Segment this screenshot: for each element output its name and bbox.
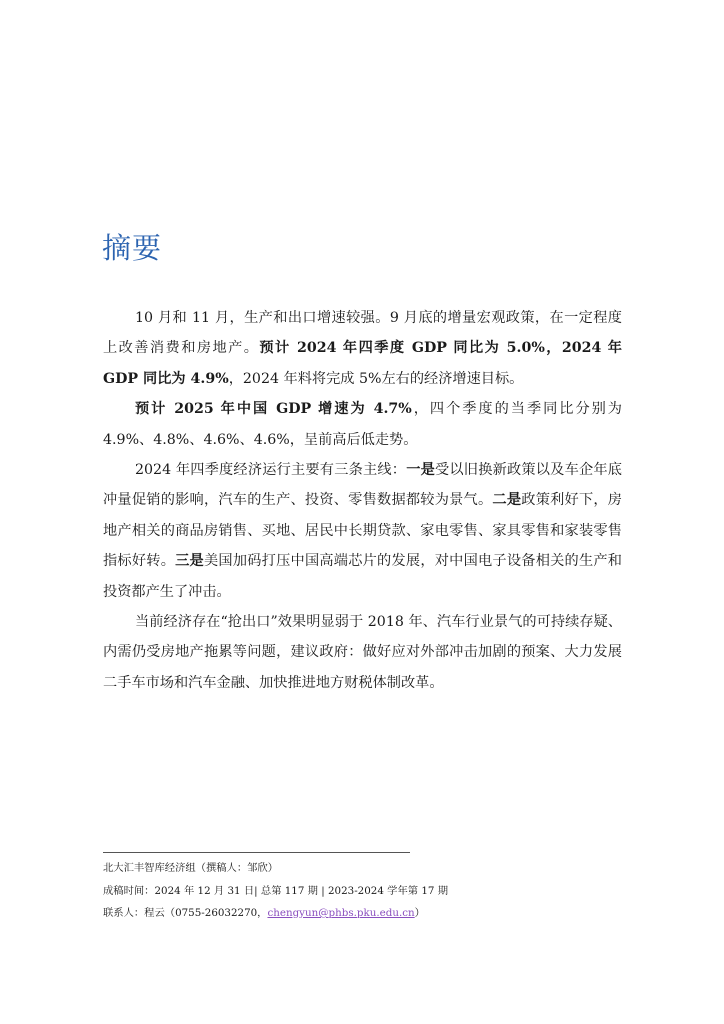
paragraph-2 — [103, 394, 622, 455]
paragraph-4: 当前经济存在“抢出口”效果明显弱于 2018 年、汽车行业景气的可持续存疑、内需仍受房地产拖累等问题，建议政府：做好应对外部冲击加剧的预案、大力发展二手车市场和汽车金融、加快推进地方财税体制改革。 — [103, 614, 622, 691]
footer-divider — [103, 852, 410, 853]
paragraph-3-intro: 2024 年四季度经济运行主要有三条主线： — [135, 462, 407, 479]
paragraph-3-first-text: 受以旧换新政策以及车企年底冲量促销的影响，汽车的生产、投资、零售数据都较为景气。 — [103, 462, 622, 509]
paragraph-3 — [103, 455, 622, 607]
paragraph-3-third-marker: 三是 — [175, 553, 204, 570]
paragraph-2-bold: 预计 2025 年中国 GDP 增速为 4.7% — [135, 401, 412, 418]
paragraph-1-tail: ，2024 年料将完成 5%左右的经济增速目标。 — [228, 370, 524, 387]
footer-issue: 成稿时间：2024 年 12 月 31 日| 总第 117 期 | 2023-2024 学年第 17 期 — [103, 884, 448, 897]
paragraph-1 — [103, 303, 622, 394]
footer-contact — [103, 902, 622, 925]
contact-email-link[interactable]: chengyun@phbs.pku.edu.cn — [267, 907, 415, 919]
paragraph-3-first-marker: 一是 — [406, 462, 435, 479]
footer — [103, 852, 622, 925]
footer-contact-prefix: 联系人：程云（0755-26032270， — [103, 907, 268, 919]
paragraph-2-text: ，四个季度的当季同比分别为 4.9%、4.8%、4.6%、4.6%，呈前高后低走势。 — [103, 401, 622, 448]
footer-contact-suffix: ） — [414, 907, 425, 919]
paragraph-1-bold: 预计 2024 年四季度 GDP 同比为 5.0%，2024 年 GDP 同比为 4.9% — [103, 340, 622, 387]
summary-body — [103, 303, 622, 698]
paragraph-1-text: 10 月和 11 月，生产和出口增速较强。9 月底的增量宏观政策，在一定程度上改善消费和房地产。 — [103, 310, 622, 357]
page-title: 摘要 — [102, 231, 163, 265]
footer-org: 北大汇丰智库经济组（撰稿人：邹欣） — [103, 862, 279, 874]
paragraph-3-second-text: 政策利好下，房地产相关的商品房销售、买地、居民中长期贷款、家电零售、家具零售和家装零售指标好转。 — [103, 492, 622, 570]
paragraph-3-second-marker: 二是 — [492, 492, 522, 509]
paragraph-3-third-text: 美国加码打压中国高端芯片的发展，对中国电子设备相关的生产和投资都产生了冲击。 — [103, 553, 622, 600]
